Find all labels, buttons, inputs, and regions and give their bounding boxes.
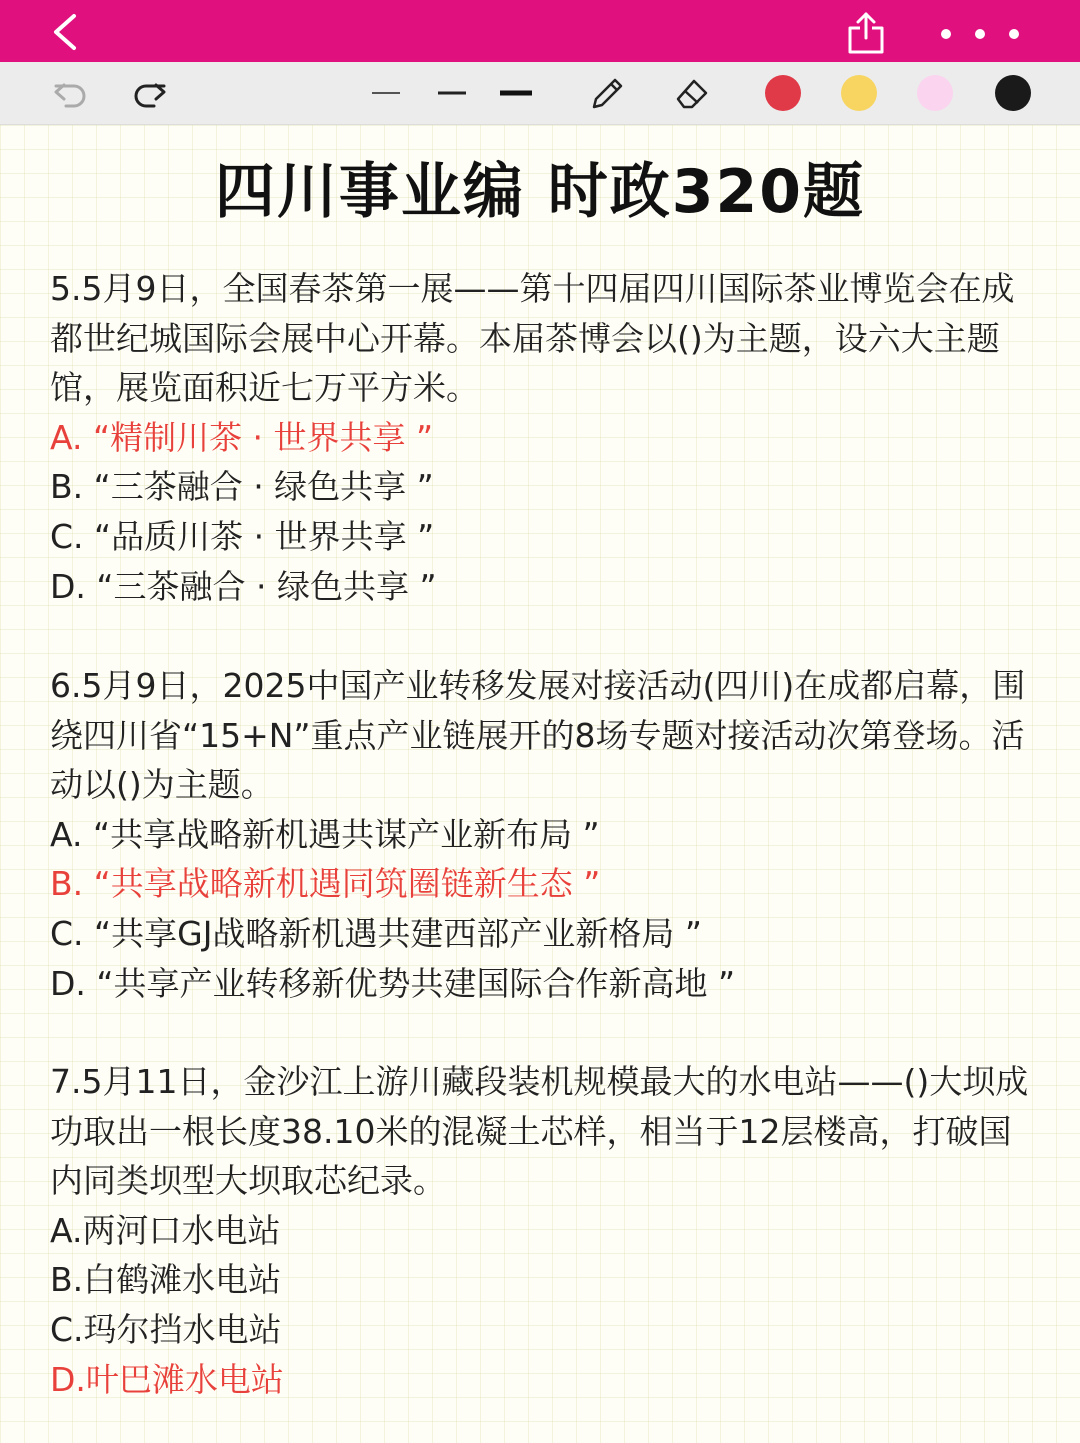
option-c: C. “共享GJ战略新机遇共建西部产业新格局 ” [50, 913, 703, 953]
option-c: C.玛尔挡水电站 [50, 1309, 282, 1349]
medium-stroke-icon[interactable] [432, 73, 472, 113]
eraser-icon[interactable] [672, 73, 712, 113]
question-block [50, 1057, 1035, 1404]
app-top-bar [0, 0, 1080, 62]
redo-icon[interactable] [130, 73, 170, 113]
option-d: D. “三茶融合 · 绿色共享 ” [50, 566, 437, 606]
option-d: D. “共享产业转移新优势共建国际合作新高地 ” [50, 963, 736, 1003]
question-stem: 6.5月9日，2025中国产业转移发展对接活动(四川)在成都启幕，围绕四川省“15+N”重点产业链展开的8场专题对接活动次第登场。活动以()为主题。 [50, 666, 1026, 805]
pencil-icon[interactable] [586, 73, 626, 113]
more-options-icon[interactable] [934, 22, 1034, 42]
option-a: A. “精制川茶 · 世界共享 ” [50, 417, 434, 457]
option-a: A. “共享战略新机遇共谋产业新布局 ” [50, 814, 600, 854]
undo-icon[interactable] [50, 73, 90, 113]
thick-stroke-icon[interactable] [496, 73, 536, 113]
question-block [50, 264, 1035, 611]
back-arrow-icon[interactable] [46, 12, 86, 52]
color-swatch-red[interactable] [765, 75, 801, 111]
share-icon[interactable] [842, 8, 890, 56]
option-a: A.两河口水电站 [50, 1210, 281, 1250]
thin-stroke-icon[interactable] [366, 73, 406, 113]
drawing-toolbar [0, 62, 1080, 125]
question-stem: 5.5月9日，全国春茶第一展——第十四届四川国际茶业博览会在成都世纪城国际会展中心开幕。本届茶博会以()为主题，设六大主题馆，展览面积近七万平方米。 [50, 269, 1015, 408]
question-block [50, 661, 1035, 1008]
option-b: B.白鹤滩水电站 [50, 1260, 282, 1300]
color-swatch-yellow[interactable] [841, 75, 877, 111]
question-stem: 7.5月11日，金沙江上游川藏段装机规模最大的水电站——()大坝成功取出一根长度38.10米的混凝土芯样，相当于12层楼高，打破国内同类坝型大坝取芯纪录。 [50, 1062, 1029, 1201]
option-c: C. “品质川茶 · 世界共享 ” [50, 516, 435, 556]
option-b: B. “共享战略新机遇同筑圈链新生态 ” [50, 864, 601, 904]
option-b: B. “三茶融合 · 绿色共享 ” [50, 467, 434, 507]
option-d: D.叶巴滩水电站 [50, 1359, 284, 1399]
page-title: 四川事业编 时政320题 [214, 157, 866, 227]
color-swatch-black[interactable] [995, 75, 1031, 111]
color-swatch-pink[interactable] [917, 75, 953, 111]
